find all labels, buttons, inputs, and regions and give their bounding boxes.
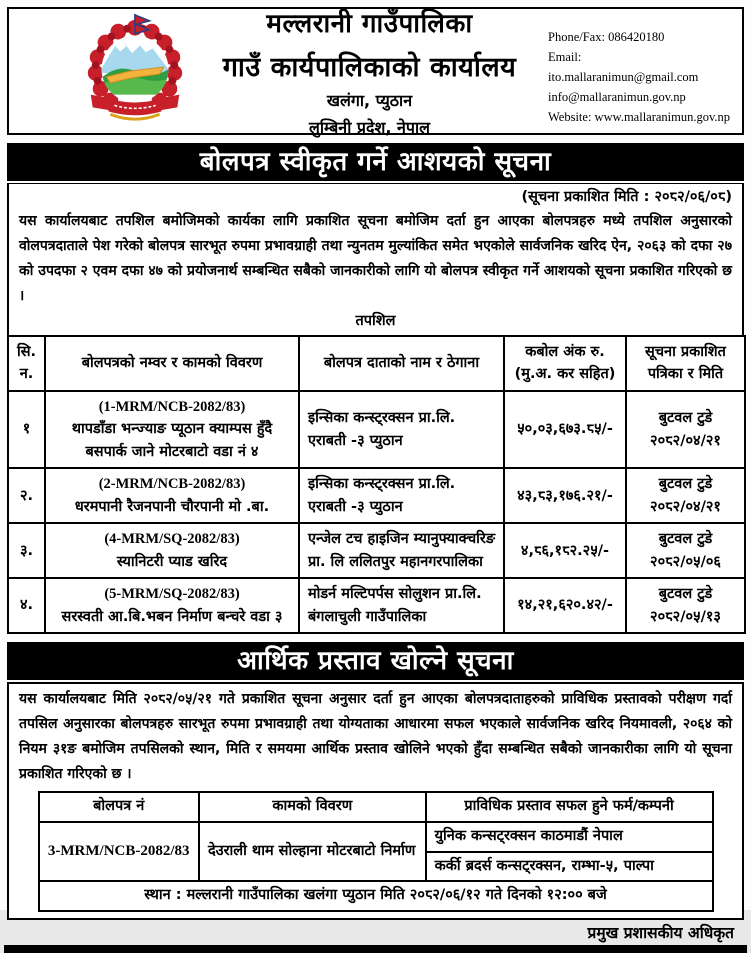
- contact-info: [548, 27, 734, 127]
- table-row: [8, 468, 745, 523]
- bottom-border-bar: [4, 945, 747, 953]
- firm-cell-2: कर्की ब्रदर्स कन्सट्रक्सन, राम्भा-५, पाल्पा: [426, 852, 713, 882]
- work-description: धरमपानी रैजनपानी चौरपानी मो .बा.: [74, 498, 270, 515]
- sn-cell: ३.: [8, 523, 45, 578]
- publish-date: २०८२/०४/२१: [650, 432, 721, 449]
- paper-name: बुटवल टुडे: [658, 586, 713, 603]
- publish-date: २०८२/०५/०६: [650, 553, 721, 570]
- paper-name: बुटवल टुडे: [658, 531, 713, 548]
- table-header-row: [39, 792, 713, 822]
- table-row: [8, 523, 745, 578]
- bidder-cell: इन्सिका कन्स्ट्रक्सन प्रा.लि. एराबती -३ प्युठान: [299, 468, 504, 523]
- letterhead-titles: [191, 4, 548, 138]
- amount-cell: ४,८६,१८२.२५/-: [504, 523, 626, 578]
- sn-cell: २.: [8, 468, 45, 523]
- paper-date-cell: [626, 578, 745, 633]
- amount-cell: ५०,०३,६७३.८५/-: [504, 391, 626, 468]
- tapasil-label: तपशिल: [355, 313, 396, 329]
- bidder-cell: मोडर्न मल्टिपर्पस सोलुशन प्रा.लि. बंगलाचुली गाउँपालिका: [299, 578, 504, 633]
- section1-title-bar: [7, 143, 744, 181]
- bid-number: 3-MRM/NCB-2082/83: [47, 843, 190, 860]
- letterhead: [7, 7, 744, 135]
- sn-cell: ४.: [8, 578, 45, 633]
- paper-date-cell: [626, 391, 745, 468]
- location-cell: स्थान : मल्लरानी गाउँपालिका खलंगा प्युठान मिति २०८२/०६/१२ गते दिनको १२:०० बजे: [39, 881, 713, 911]
- section2-paragraph: यस कार्यालयबाट मिति २०८२/०५/२१ गते प्रकाशित सूचना अनुसार दर्ता हुन आएका बोलपत्रदाताहरुको प्राविधिक प्रस्तावको परीक्षण गर्दा तपसिल अनुसारका बोलपत्रहरु सारभूत रुपमा प्रभावग्राही तथा योग्यताका आधारमा सफल भएकाले सार्वजनिक खरिद नियमावली, २०६४ को नियम ३१ङ बमोजिम तपसिलको स्थान, मिति र समयमा आर्थिक प्रस्ताव खोलिने भएको हुँदा सम्बन्धित सबैको जानकारीका लागि यो सूचना प्रकाशित गरिएको छ ।: [19, 691, 732, 783]
- col-header-bid-no: बोलपत्र नं: [39, 792, 199, 822]
- published-date-line: (सूचना प्रकाशित मिति : २०८२/०६/०८): [521, 189, 732, 205]
- paper-date-cell: [626, 468, 745, 523]
- bid-number: (5-MRM/SQ-2082/83): [104, 586, 240, 603]
- bid-number: (4-MRM/SQ-2082/83): [104, 531, 240, 548]
- col-header-bid-work: बोलपत्रको नम्वर र कामको विवरण: [45, 336, 299, 391]
- table-row: [8, 578, 745, 633]
- section2-title-bar: [7, 642, 744, 680]
- firm-cell-1: युनिक कन्सट्रक्सन काठमाडौं नेपाल: [426, 822, 713, 852]
- amount-cell: ४३,८३,१७६.२१/-: [504, 468, 626, 523]
- address-line-2: लुम्बिनी प्रदेश, नेपाल: [308, 118, 430, 137]
- table-row: [39, 822, 713, 852]
- bid-work-cell: [45, 391, 299, 468]
- section1-title: बोलपत्र स्वीकृत गर्ने आशयको सूचना: [199, 147, 552, 177]
- col-header-bidder: बोलपत्र दाताको नाम र ठेगाना: [299, 336, 504, 391]
- work-description: स्यानिटरी प्याड खरिद: [116, 553, 228, 570]
- work-description: सरस्वती आ.बि.भबन निर्माण बन्चरे वडा ३: [61, 608, 283, 625]
- municipality-name: मल्लरानी गाउँपालिका: [266, 9, 473, 39]
- bidder-cell: एन्जेल टच हाइजिन म्यानुफ्याक्चरिङ प्रा. लि ललितपुर महानगरपालिका: [299, 523, 504, 578]
- paper-date-cell: [626, 523, 745, 578]
- bid-work-cell: [45, 523, 299, 578]
- bid-number-cell: [39, 822, 199, 882]
- section1-body-box: [7, 183, 744, 335]
- bidder-cell: इन्सिका कन्स्ट्रक्सन प्रा.लि. एराबती -३ प्युठान: [299, 391, 504, 468]
- publish-date: २०८२/०४/२१: [650, 498, 721, 515]
- col-header-amount: कबोल अंक रु. (मु.अ. कर सहित): [504, 336, 626, 391]
- financial-proposal-table: [38, 791, 714, 912]
- publish-date: २०८२/०५/१३: [650, 608, 721, 625]
- address-line-1: खलंगा, प्युठान: [326, 91, 413, 110]
- table-row: [8, 391, 745, 468]
- sn-cell: १: [8, 391, 45, 468]
- email-line-2: info@mallaranimun.gov.np: [548, 90, 686, 104]
- work-description: थापडाँडा भन्ज्याङ प्यूठान क्याम्पस हुँदै बसपार्क जाने मोटरबाटो वडा नं ४: [71, 421, 273, 460]
- section2-body-box: [7, 682, 744, 920]
- amount-cell: १४,२१,६२०.४२/-: [504, 578, 626, 633]
- section2-title: आर्थिक प्रस्ताव खोल्ने सूचना: [237, 646, 514, 677]
- phone-fax-line: Phone/Fax: 086420180: [548, 30, 665, 44]
- paper-name: बुटवल टुडे: [658, 476, 713, 493]
- website-line: Website: www.mallaranimun.gov.np: [548, 110, 731, 124]
- bid-number: (2-MRM/NCB-2082/83): [98, 476, 246, 493]
- table-header-row: [8, 336, 745, 391]
- col-header-firm: प्राविधिक प्रस्ताव सफल हुने फर्म/कम्पनी: [426, 792, 713, 822]
- signature-title: प्रमुख प्रशासकीय अधिकृत: [587, 924, 734, 943]
- bid-work-cell: [45, 578, 299, 633]
- col-header-sn: सि. न.: [8, 336, 45, 391]
- location-row: [39, 881, 713, 911]
- section1-paragraph: यस कार्यालयबाट तपशिल बमोजिमको कार्यका लागि प्रकाशित सूचना बमोजिम दर्ता हुन आएका बोलपत्रहरु मध्ये तपशिल अनुसारको वोलपत्रदाताले पेश गरेको बोलपत्र सारभूत रुपमा प्रभावग्राही तथा न्युनतम मुल्यांकित समेत भएकोले सार्वजनिक खरिद ऐन, २०६३ को दफा २७ को उपदफा २ एवम दफा ४७ को प्रयोजनार्थ सम्बन्धित सबैको जानकारीको लागि यो बोलपत्र स्वीकृत गर्ने आशयको सूचना प्रकाशित गरिएको छ ।: [19, 213, 732, 304]
- bid-acceptance-table: [7, 335, 746, 634]
- col-header-paper-date: सूचना प्रकाशित पत्रिका र मिति: [626, 336, 745, 391]
- work-cell: देउराली थाम सोल्हाना मोटरबाटो निर्माण: [199, 822, 426, 882]
- bid-work-cell: [45, 468, 299, 523]
- paper-name: बुटवल टुडे: [658, 410, 713, 427]
- col-header-work: कामको विवरण: [199, 792, 426, 822]
- bid-number: (1-MRM/NCB-2082/83): [98, 398, 246, 415]
- nepal-emblem-icon: [79, 12, 191, 130]
- office-name: गाउँ कार्यपालिकाको कार्यालय: [222, 52, 517, 83]
- email-line-1: Email: ito.mallaranimun@gmail.com: [548, 50, 699, 84]
